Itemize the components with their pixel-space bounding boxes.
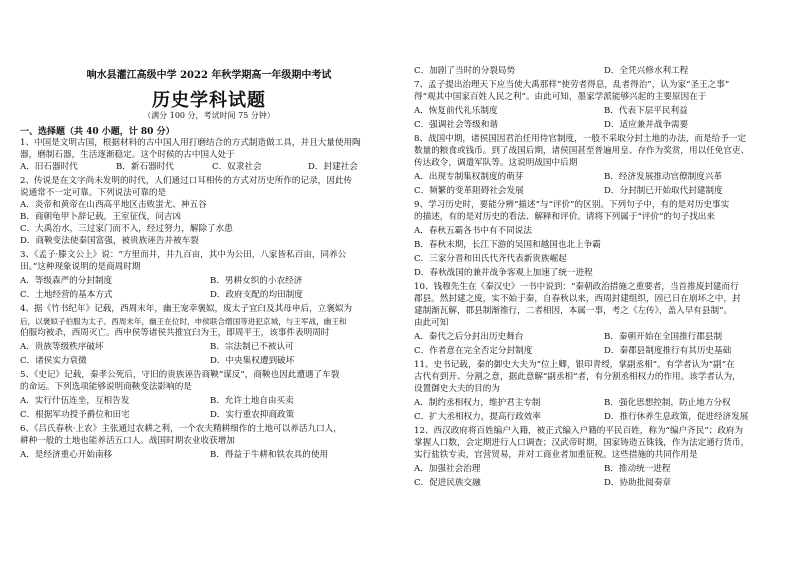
question-1-line-1: 1、中国是文明古国，根据材料的古中国人用打磨结合的方式制造做工具，并且大量使用陶 bbox=[20, 138, 361, 148]
q1-option-b: B．新石器时代 bbox=[116, 162, 174, 172]
question-9-line-2: 的描述，有的是对历史的看法、解释和评价。请将下列属于“评价”的句子找出来 bbox=[414, 212, 715, 222]
question-8-line-3: 传达政令，调遣军队等。这说明战国中后期 bbox=[414, 158, 578, 168]
question-6-line-1: 6、《吕氏春秋·上农》主张通过农耕之利，一个农夫精耕细作的土地可以养活九口人， bbox=[20, 424, 342, 434]
q5-option-d: D．实行重农抑商政策 bbox=[210, 410, 295, 420]
question-7-line-1: 7、孟子提出治理天下应当使大禹那样“使劳者得息，乱者得治”，认为家“圣王之事” bbox=[414, 80, 730, 90]
q11-option-d: D．推行休养生息政策，促进经济发展 bbox=[604, 412, 749, 422]
question-8-line-1: 8、战国中期，诸侯国因君治任用侍官制度，一般不采取分封土地的办法，而是给予一定 bbox=[414, 134, 747, 144]
question-5-line-2: 的命运。下列选项能够说明商鞅变法影响的是 bbox=[20, 382, 192, 392]
q4-option-a: A．贵族等级秩序破坏 bbox=[20, 342, 104, 352]
question-4-line-1: 4、据《竹书纪年》记载，西周末年，幽王宠幸褒姒，废太子宜臼及其母申后，立褒姒为 bbox=[20, 304, 353, 314]
q7-option-b: B．代表下层平民利益 bbox=[604, 106, 688, 116]
q11-option-a: A．制约丞相权力，维护君主专制 bbox=[414, 398, 541, 408]
q12-option-a: A．加强社会治理 bbox=[414, 464, 481, 474]
q1-option-a: A．旧石器时代 bbox=[20, 162, 78, 172]
question-1-line-2: 器，磨制石器，生活逐渐稳定。这个时候的古中国人处于 bbox=[20, 150, 235, 160]
exam-subject: 历史学科试题 bbox=[152, 90, 266, 111]
q11-option-c: C．扩大丞相权力，提高行政效率 bbox=[414, 412, 541, 422]
question-4-line-2: 后，以褒姒子伯服为太子。西周末年，幽王在位时，申侯联合缯国等进犯京城，与王军战，幽王和 bbox=[20, 317, 347, 326]
q9-option-d: D．春秋战国的兼并战争客观上加速了统一进程 bbox=[414, 268, 593, 278]
q1-option-c: C．奴隶社会 bbox=[212, 162, 262, 172]
question-10-line-4: 由此可知 bbox=[414, 318, 449, 328]
question-12-line-2: 掌握人口数，会定期进行人口调查；汉武帝时期，国家铸造五铢钱，作为法定通行货币， bbox=[414, 438, 750, 448]
q10-option-a: A．秦代之后分封出历史舞台 bbox=[414, 332, 524, 342]
q5-option-b: B．允许土地自由买卖 bbox=[210, 396, 294, 406]
question-6-line-2: 耕种一般的土地也能养活五口人。战国时期农业收获增加 bbox=[20, 436, 235, 446]
q6-option-b: B．得益于牛耕和铁农具的使用 bbox=[210, 450, 329, 460]
q9-option-c: C．三家分晋和田氏代齐代表新贵族崛起 bbox=[414, 254, 567, 264]
q7-option-c: C．强调社会等级和谐 bbox=[414, 120, 498, 130]
q3-option-a: A．等级森严的分封制度 bbox=[20, 276, 113, 286]
q4-option-b: B．宗法制已不被认可 bbox=[210, 342, 294, 352]
q8-option-d: D．分封制已开始取代封建制度 bbox=[604, 186, 723, 196]
q10-option-d: D．秦郡县制度推行有其历史基础 bbox=[604, 346, 732, 356]
q2-option-c: C．大禹治水，三过家门而不入，经过努力，解除了水患 bbox=[20, 224, 233, 234]
exam-note: （满分 100 分，考试时间 75 分钟） bbox=[143, 111, 275, 120]
q4-option-d: D．中央集权遭到破坏 bbox=[210, 356, 295, 366]
question-3-line-1: 3、《孟子·滕文公上》说：“方里而井，井九百亩，其中为公田，八家皆私百亩，同养公 bbox=[20, 250, 347, 260]
q6-option-d: D．全凭兴修水利工程 bbox=[604, 66, 689, 76]
question-11-line-3: 设置御史大夫的目的为 bbox=[414, 384, 500, 394]
q6-option-a: A．是经济重心开始南移 bbox=[20, 450, 113, 460]
q1-option-d: D．封建社会 bbox=[308, 162, 358, 172]
q12-option-c: C．促进民族交融 bbox=[414, 478, 481, 488]
q2-option-d: D．商鞅变法使秦国富强，被贵族诬告并被车裂 bbox=[20, 236, 199, 246]
question-7-line-2: 得“观其中国家百姓人民之利”。由此可知，墨家学派能够兴起的主要原因在于 bbox=[414, 92, 707, 102]
q12-option-b: B．推动统一进程 bbox=[604, 464, 671, 474]
q12-option-d: D．协助批阅奏章 bbox=[604, 478, 672, 488]
q9-option-b: B．春秋末期，长江下游的吴国和越国也北上争霸 bbox=[414, 240, 601, 250]
q10-option-c: C．作者意在完全否定分封制度 bbox=[414, 346, 533, 356]
question-11-line-2: 古代有到开、分割之意，据此意解“副丞相”者，有分割丞相权力的作用。该学者认为， bbox=[414, 372, 741, 382]
question-12-line-3: 实行盐铁专卖，官营贸易，并对工商业者加重征税。这些措施的共同作用是 bbox=[414, 450, 698, 460]
question-2-line-2: 说通常不一定可靠。下列说法可靠的是 bbox=[20, 188, 167, 198]
q3-option-b: B．男耕女织的小农经济 bbox=[210, 276, 303, 286]
question-3-line-2: 田。”这种现象说明的是商周时期 bbox=[20, 262, 141, 272]
q5-option-c: C．根据军功授予爵位和田宅 bbox=[20, 410, 130, 420]
q3-option-d: D．政府支配的均田制度 bbox=[210, 290, 303, 300]
q4-option-c: C．诸侯实力衰微 bbox=[20, 356, 87, 366]
q2-option-b: B．商朝龟甲卜辞记载，王室征伐，问吉凶 bbox=[20, 212, 182, 222]
question-12-line-1: 12、西汉政府将百姓编户入籍，被正式编入户籍的平民百姓，称为“编户齐民”；政府为 bbox=[414, 426, 744, 436]
q3-option-c: C．土地经营的基本方式 bbox=[20, 290, 113, 300]
q8-option-b: B．经济发展推动官僚制度兴革 bbox=[604, 172, 723, 182]
section-heading: 一、选择题（共 40 小题，计 80 分） bbox=[20, 127, 175, 137]
q5-option-a: A．实行什伍连坐，互相告发 bbox=[20, 396, 130, 406]
question-8-line-2: 数量的粮食或钱币。到了战国后期，诸侯国甚至普遍用皇、存作为奖赏，用以任免官吏、 bbox=[414, 146, 750, 156]
q6-option-c: C．加剧了当时的分裂局势 bbox=[414, 66, 516, 76]
q8-option-a: A．出现专制集权制度的萌芽 bbox=[414, 172, 524, 182]
question-11-line-1: 11、史书记载，秦的御史大夫为“位上卿，银印青绶，掌副丞相”。有学者认为“副”在 bbox=[414, 360, 735, 370]
q7-option-a: A．恢复前代礼乐制度 bbox=[414, 106, 498, 116]
exam-title: 响水县灌江高级中学 2022 年秋学期高一年级期中考试 bbox=[86, 70, 332, 81]
question-10-line-2: 郡县。然封建之废，实不始于秦，自春秋以来，西周封建组织，固已日在崩坏之中，封 bbox=[414, 294, 741, 304]
q10-option-b: B．秦朝开始在全国推行郡县制 bbox=[604, 332, 723, 342]
q7-option-d: D．适应兼并战争需要 bbox=[604, 120, 689, 130]
q11-option-b: B．强化思想控制，防止地方分权 bbox=[604, 398, 731, 408]
question-9-line-1: 9、学习历史时，要能分辨“描述”与“评价”的区别。下列句子中，有的是对历史事实 bbox=[414, 200, 730, 210]
question-5-line-1: 5、《史记》记载，秦孝公死后，守旧的贵族诬告商鞅“谋反”，商鞅也因此遭遇了车裂 bbox=[20, 370, 340, 380]
question-2-line-1: 2、传说是在文字尚未发明的时代，人们通过口耳相传的方式对历史所作的记录，因此传 bbox=[20, 176, 353, 186]
question-10-line-3: 建制渐瓦解，郡县制渐推行，二者相因，本属一事，考之《左传》，盖入早有县制”。 bbox=[414, 306, 733, 316]
question-4-line-3: 伯服均被杀，西周灭亡。西申侯等诸侯共推宜臼为王，即周平王，该事件表明周时 bbox=[20, 328, 330, 338]
q2-option-a: A．炎帝和黄帝在山西高平地区击败蚩尤、神五谷 bbox=[20, 200, 207, 210]
question-10-line-1: 10、钱穆先生在《秦汉史》一书中说到：“秦朝政治措施之重要者，当首推废封建而行 bbox=[414, 282, 739, 292]
q9-option-a: A．春秋五霸各书中有不同说法 bbox=[414, 226, 532, 236]
q8-option-c: C．频繁的变革阻碍社会发展 bbox=[414, 186, 524, 196]
